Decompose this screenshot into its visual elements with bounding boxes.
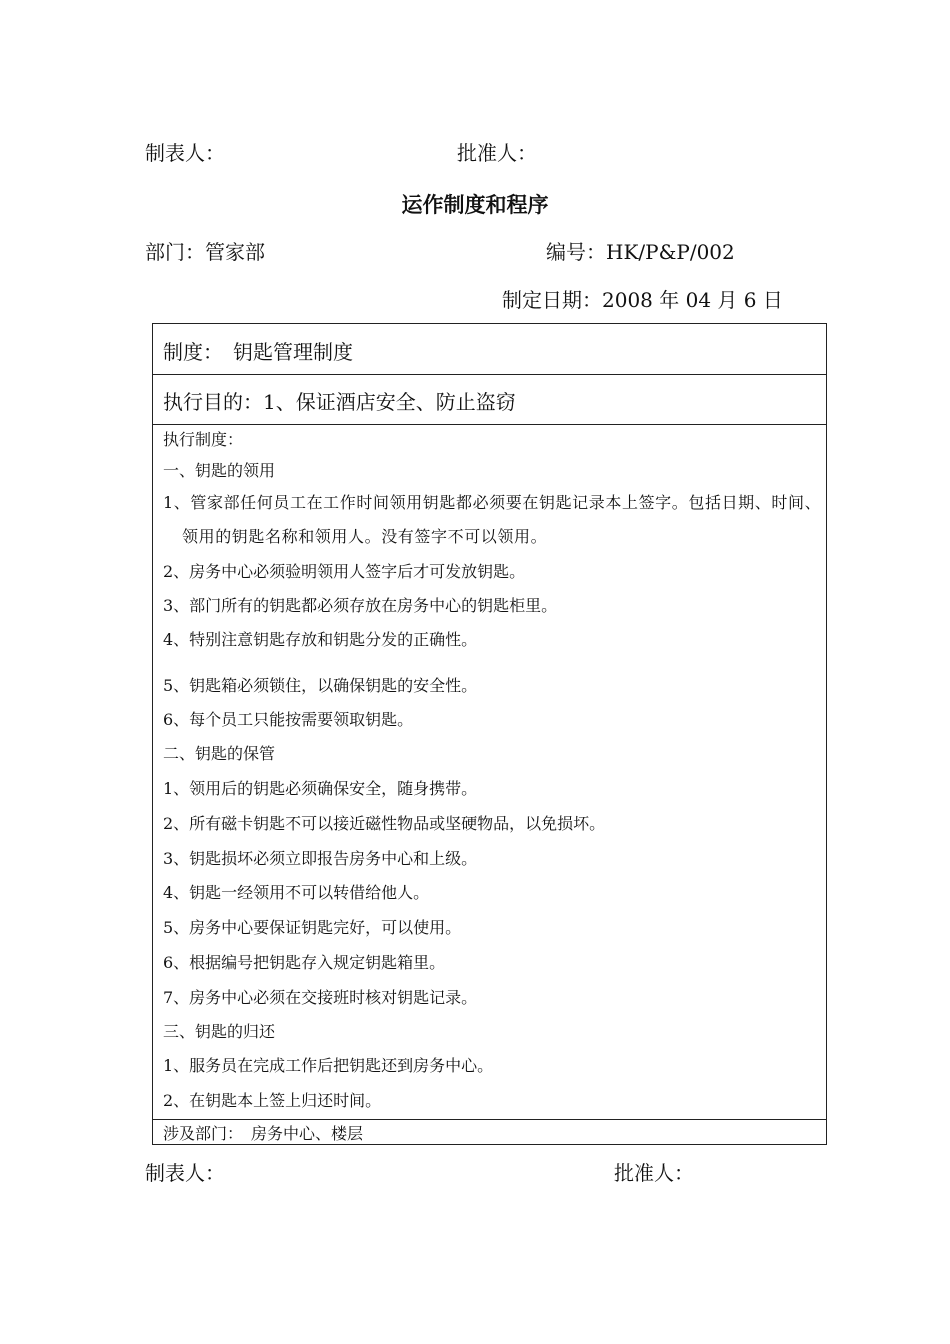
list-item: 6、根据编号把钥匙存入规定钥匙箱里。 bbox=[163, 953, 446, 972]
approver-label: 批准人： bbox=[457, 141, 537, 165]
policy-name: 制度： 钥匙管理制度 bbox=[163, 340, 353, 364]
row-divider bbox=[153, 424, 826, 425]
policy-table bbox=[152, 323, 827, 1145]
list-item: 7、房务中心必须在交接班时核对钥匙记录。 bbox=[163, 988, 478, 1007]
section-heading: 一、钥匙的领用 bbox=[163, 461, 276, 480]
purpose: 执行目的：1、保证酒店安全、防止盗窃 bbox=[163, 390, 516, 414]
involved-departments: 涉及部门： 房务中心、楼层 bbox=[163, 1124, 364, 1143]
row-divider bbox=[153, 1119, 826, 1120]
footer-approver-label: 批准人： bbox=[614, 1161, 694, 1185]
row-divider bbox=[153, 374, 826, 375]
effective-date: 制定日期：2008 年 04 月 6 日 bbox=[502, 288, 783, 312]
footer-preparer-label: 制表人： bbox=[145, 1161, 225, 1185]
list-item: 5、房务中心要保证钥匙完好，可以使用。 bbox=[163, 918, 462, 937]
document-number: 编号：HK/P&P/002 bbox=[546, 240, 735, 264]
list-item: 1、管家部任何员工在工作时间领用钥匙都必须要在钥匙记录本上签字。包括日期、时间、领用的钥匙名称和领用人。没有签字不可以领用。 bbox=[163, 493, 822, 546]
list-item: 4、特别注意钥匙存放和钥匙分发的正确性。 bbox=[163, 630, 478, 649]
list-item: 3、部门所有的钥匙都必须存放在房务中心的钥匙柜里。 bbox=[163, 596, 558, 615]
list-item: 2、在钥匙本上签上归还时间。 bbox=[163, 1091, 382, 1110]
list-item: 4、钥匙一经领用不可以转借给他人。 bbox=[163, 883, 430, 902]
list-item: 1、领用后的钥匙必须确保安全，随身携带。 bbox=[163, 779, 478, 798]
page-title: 运作制度和程序 bbox=[401, 192, 549, 217]
list-item: 5、钥匙箱必须锁住，以确保钥匙的安全性。 bbox=[163, 676, 478, 695]
list-item: 2、房务中心必须验明领用人签字后才可发放钥匙。 bbox=[163, 562, 526, 581]
list-item: 2、所有磁卡钥匙不可以接近磁性物品或坚硬物品，以免损坏。 bbox=[163, 814, 606, 833]
section-heading: 三、钥匙的归还 bbox=[163, 1022, 276, 1041]
preparer-label: 制表人： bbox=[145, 141, 225, 165]
list-item: 6、每个员工只能按需要领取钥匙。 bbox=[163, 710, 414, 729]
rules-heading: 执行制度： bbox=[163, 430, 244, 449]
department-label: 部门：管家部 bbox=[145, 240, 265, 264]
list-item: 3、钥匙损坏必须立即报告房务中心和上级。 bbox=[163, 849, 478, 868]
section-heading: 二、钥匙的保管 bbox=[163, 744, 276, 763]
list-item: 1、服务员在完成工作后把钥匙还到房务中心。 bbox=[163, 1056, 494, 1075]
